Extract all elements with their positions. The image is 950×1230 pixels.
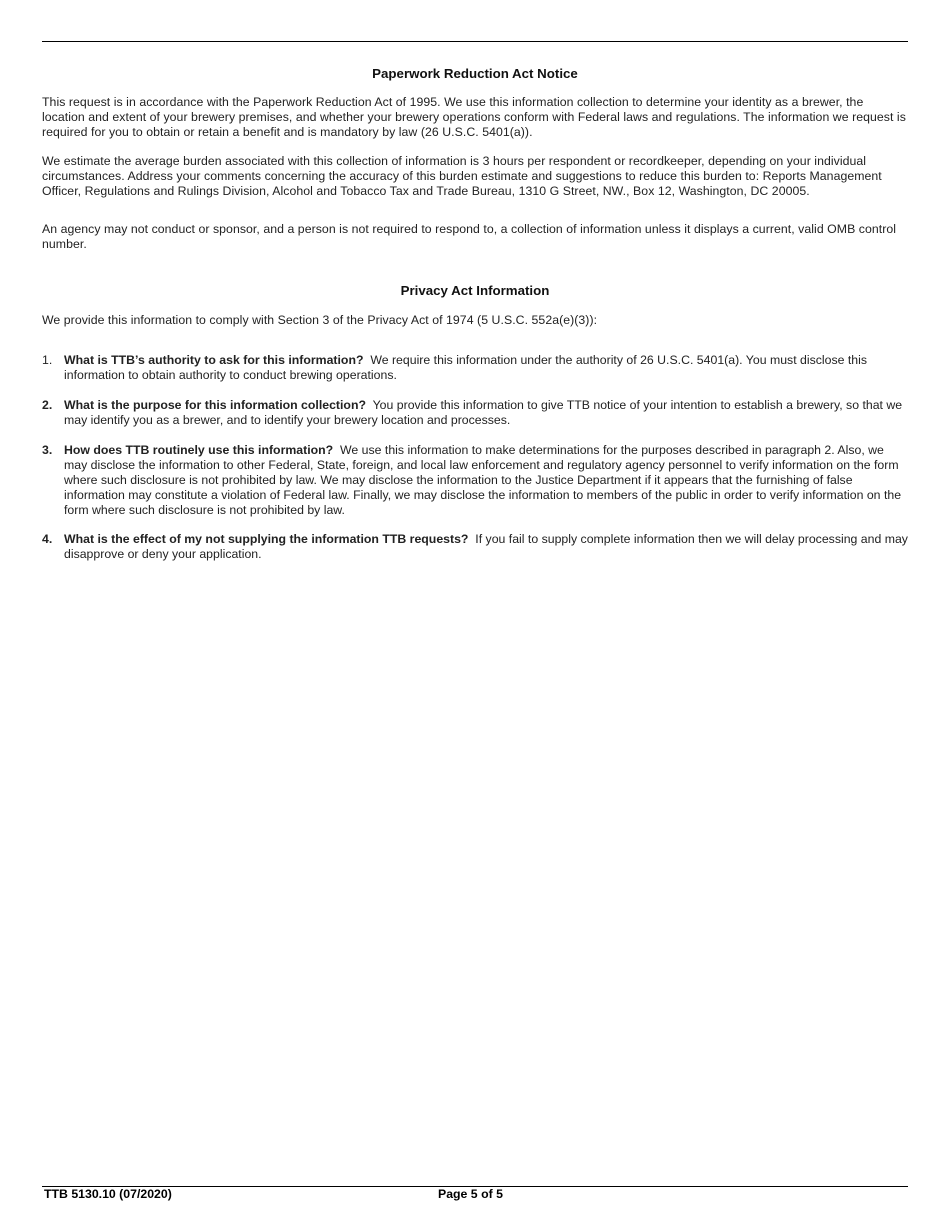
paperwork-paragraph-2: We estimate the average burden associated with this collection of information is 3 hours per respondent or recordkeeper, depending on your individual circumstances. Address your comments concerning the accuracy of this burden estimate and suggestions to reduce this burden to: Reports Management Officer, Regulations and Rulings Division, Alcohol and Tobacco Tax and Trade Bureau, 1310 G Street, NW., Box 12, Washington, DC 20005. <box>42 154 882 198</box>
item-answer: You provide this information to give TTB notice of your intention to establish a brewery, so that we may identify you as a brewer, and to identify your brewery location and processes. <box>64 398 903 427</box>
item-number: 4. <box>42 532 53 546</box>
privacy-title: Privacy Act Information <box>400 283 550 298</box>
paperwork-paragraph-3: An agency may not conduct or sponsor, and a person is not required to respond to, a collection of information unless it displays a current, valid OMB control number. <box>42 222 897 251</box>
top-rule <box>42 41 908 42</box>
privacy-item-1 <box>42 353 908 383</box>
item-answer: If you fail to supply complete information then we will delay processing and may disapprove or deny your application. <box>64 532 908 561</box>
privacy-item-4 <box>42 532 908 562</box>
paperwork-title: Paperwork Reduction Act Notice <box>372 66 578 81</box>
privacy-item-3 <box>42 443 908 518</box>
item-question: How does TTB routinely use this information? <box>64 443 334 457</box>
item-question: What is the effect of my not supplying the information TTB requests? <box>64 532 469 546</box>
paperwork-paragraph-1: This request is in accordance with the Paperwork Reduction Act of 1995. We use this information collection to determine your identity as a brewer, the location and extent of your brewery premises, and whether your brewery operations conform with Federal laws and regulations. The information we request is required for you to obtain or retain a benefit and is mandatory by law (26 U.S.C. 5401(a)). <box>42 95 906 139</box>
item-number: 3. <box>42 443 53 457</box>
item-question: What is the purpose for this information collection? <box>64 398 366 412</box>
privacy-intro: We provide this information to comply with Section 3 of the Privacy Act of 1974 (5 U.S.C. 552a(e)(3)): <box>42 313 598 327</box>
item-number: 1. <box>42 353 53 367</box>
item-answer: We use this information to make determinations for the purposes described in paragraph 2. Also, we may disclose the information to other Federal, State, foreign, and local law enforcement and regulatory agency personnel to verify information on the form where such disclosure is not prohibited by law. We may disclose the information to the Justice Department if it appears that the furnishing of false information may constitute a violation of Federal law. Finally, we may disclose the information to members of the public in order to verify information on the form where such disclosure is not prohibited by law. <box>64 443 902 517</box>
privacy-item-2 <box>42 398 908 428</box>
item-question: What is TTB’s authority to ask for this information? <box>64 353 364 367</box>
page-number: Page 5 of 5 <box>438 1187 503 1201</box>
item-answer: We require this information under the authority of 26 U.S.C. 5401(a). You must disclose this information to obtain authority to conduct brewing operations. <box>64 353 868 382</box>
form-id: TTB 5130.10 (07/2020) <box>44 1187 172 1201</box>
item-number: 2. <box>42 398 53 412</box>
